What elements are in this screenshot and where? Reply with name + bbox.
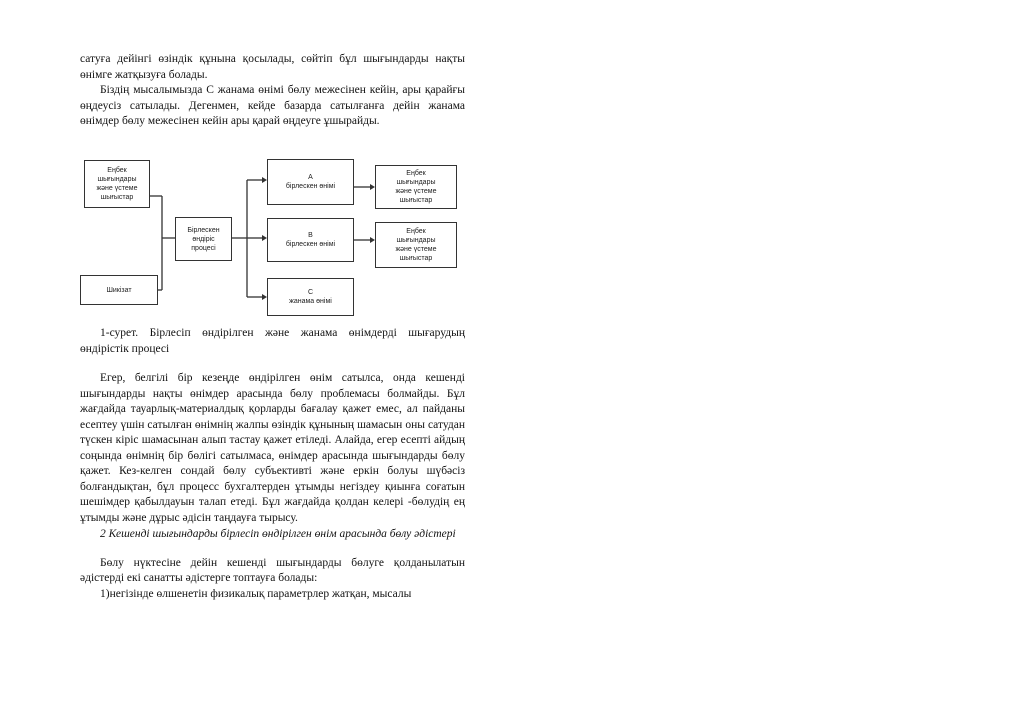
product-b-box: В бірлескен өнімі <box>267 218 354 262</box>
input-raw-material-box: Шикізат <box>80 275 158 305</box>
paragraph-methods: Бөлу нүктесіне дейін кешенді шығындарды бөлуге қолданылатын әдістерді екі санатты әдістерге топтауға болады: <box>80 556 465 584</box>
product-c-box: С жанама өнімі <box>267 278 354 316</box>
figure-caption-block <box>80 326 465 357</box>
paragraph-example: Біздің мысалымызда С жанама өнімі бөлу межесінен кейін, ары қарайғы өңдеусіз сатылады. Дегенмен, кейде базарда сатылғанға дейін жанама өнімдер бөлу межесінен кейін ары қарай өңдеуге ұшырайды. <box>80 84 465 127</box>
paragraph-continuation: сатуға дейінгі өзіндік құнына қосылады, сөйтіп бұл шығындарды нақты өнімге жатқызуға болады. <box>80 53 465 81</box>
input-labor-box: Еңбек шығындары және үстеме шығыстар <box>84 160 150 208</box>
top-text <box>80 52 465 130</box>
section-heading: 2 Кешенді шығындарды бірлесіп өндірілген өнім арасында бөлу әдістері <box>100 528 456 540</box>
output-b-box: Еңбек шығындары және үстеме шығыстар <box>375 222 457 268</box>
figure-caption: 1-сурет. Бірлесіп өндірілген және жанама өнімдерді шығарудың өндірістік процесі <box>80 327 465 355</box>
output-a-box: Еңбек шығындары және үстеме шығыстар <box>375 165 457 209</box>
product-a-box: А бірлескен өнімі <box>267 159 354 205</box>
paragraph-main: Егер, белгілі бір кезеңде өндірілген өнім сатылса, онда кешенді шығындарды нақты өнімдер арасында бөлу проблемасы болмайды. Бұл жағдайда тауарлық-материалдық қорларды бағалау қажет емес, ал пайданы есептеу үшін сатылған өнімнің жалпы өзіндік құнының шамасын оны сатудан түскен кіріс шамасынан алып тастау қажет етіледі. Алайда, егер есепті айдың соңында өнімнің бір бөлігі сатылмаса, өнімдер арасында шығындарды бөлу қажет. Кез-келген сондай бөлу субъективті және еркін болуы шүбәсіз болғандықтан, бұл процесс бухгалтерден ұтымды негіздеу қиынға соғатын шешімдер қабылдауын талап етеді. Бұл жағдайда қолдан келері -бөлудің ең ұтымды және дұрыс әдісін таңдауға тырысу. <box>80 372 465 524</box>
main-text <box>80 371 465 602</box>
production-process-diagram <box>72 150 462 325</box>
joint-process-box: Бірлескен өндіріс процесі <box>175 217 232 261</box>
list-item-1: 1)негізінде өлшенетін физикалық параметрлер жатқан, мысалы <box>100 587 412 600</box>
